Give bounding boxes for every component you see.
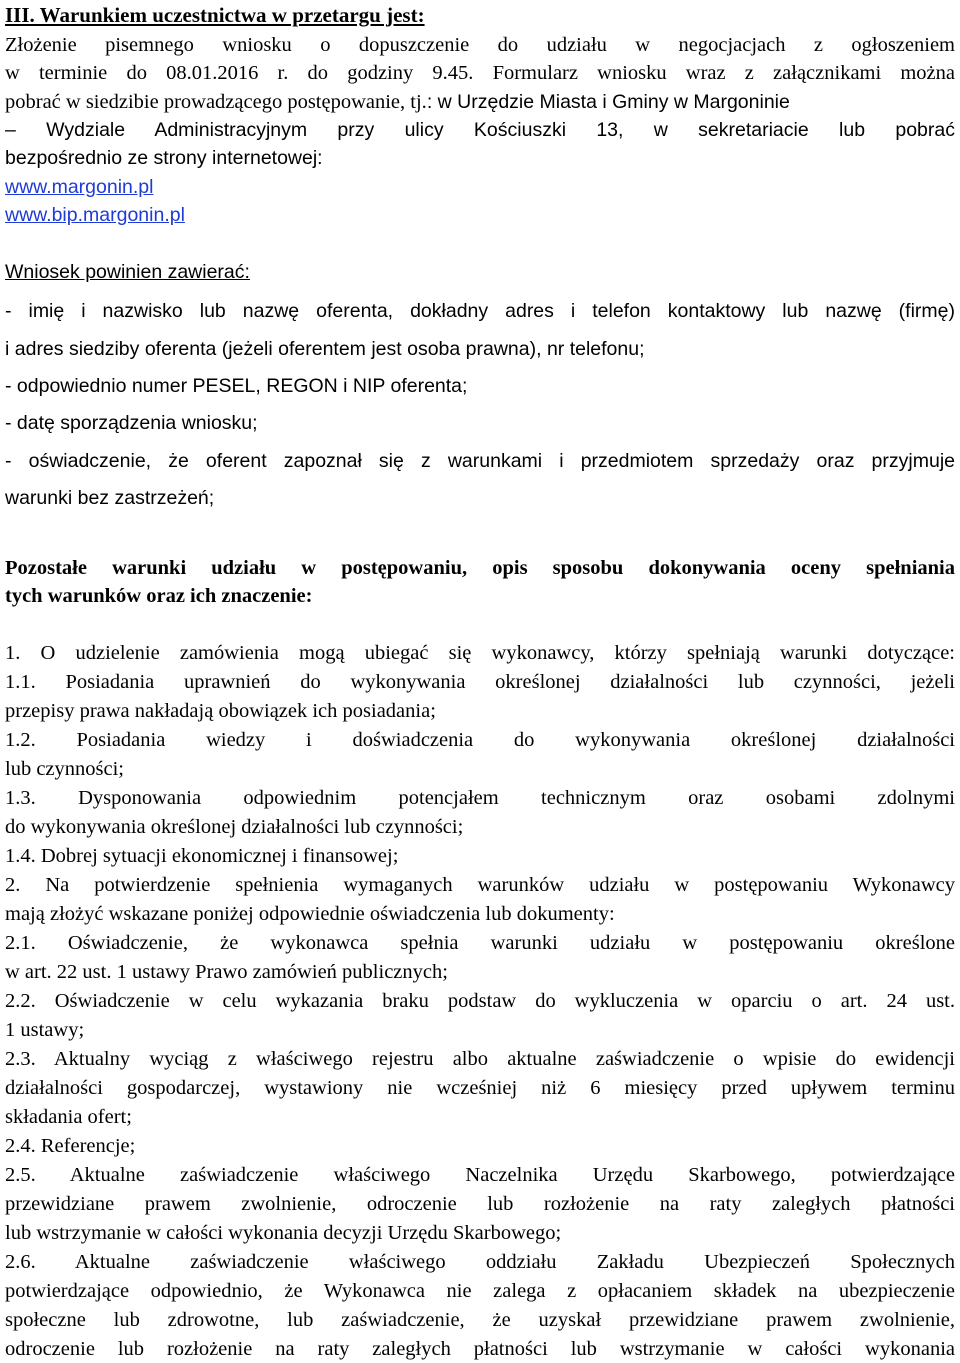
body-line: przewidziane prawem zwolnienie, odroczenie lub rozłożenie na raty zaległych płatności <box>5 1193 955 1215</box>
warunki-heading: tych warunków oraz ich znaczenie: <box>5 585 313 607</box>
body-line: składania ofert; <box>5 1106 132 1128</box>
intro-line-part: : w Urzędzie Miasta i Gminy w Margoninie <box>426 91 790 113</box>
link-margonin[interactable]: www.margonin.pl <box>5 176 154 198</box>
body-line: potwierdzające odpowiednio, że Wykonawca nie zalega z opłacaniem składek na ubezpieczenie <box>5 1280 955 1302</box>
body-line: 2.6. Aktualne zaświadczenie właściwego oddziału Zakładu Ubezpieczeń Społecznych <box>5 1251 955 1273</box>
body-line: przepisy prawa nakładają obowiązek ich posiadania; <box>5 700 436 722</box>
wniosek-item: warunki bez zastrzeżeń; <box>5 487 215 509</box>
body-line: lub wstrzymanie w całości wykonania decyzji Urzędu Skarbowego; <box>5 1222 562 1244</box>
body-line: do wykonywania określonej działalności lub czynności; <box>5 816 464 838</box>
body-line: 1. O udzielenie zamówienia mogą ubiegać się wykonawcy, którzy spełniają warunki dotyczące: <box>5 642 955 664</box>
body-line: odroczenie lub rozłożenie na raty zaległych płatności lub wstrzymanie w całości wykonania <box>5 1338 955 1360</box>
body-line: w art. 22 ust. 1 ustawy Prawo zamówień publicznych; <box>5 961 448 983</box>
body-line: 2.3. Aktualny wyciąg z właściwego rejestru albo aktualne zaświadczenie o wpisie do ewidencji <box>5 1048 955 1070</box>
body-line: lub czynności; <box>5 758 124 780</box>
wniosek-item: - imię i nazwisko lub nazwę oferenta, dokładny adres i telefon kontaktowy lub nazwę (firmę) <box>5 300 955 322</box>
intro-line: bezpośrednio ze strony internetowej: <box>5 147 323 169</box>
body-line: 1.2. Posiadania wiedzy i doświadczenia do wykonywania określonej działalności <box>5 729 955 751</box>
wniosek-item: i adres siedziby oferenta (jeżeli oferentem jest osoba prawna), nr telefonu; <box>5 338 645 360</box>
body-line: 2.1. Oświadczenie, że wykonawca spełnia warunki udziału w postępowaniu określone <box>5 932 955 954</box>
wniosek-item: - oświadczenie, że oferent zapoznał się z warunkami i przedmiotem sprzedaży oraz przyjmuje <box>5 450 955 472</box>
link-bip-margonin[interactable]: www.bip.margonin.pl <box>5 204 185 226</box>
intro-line: – Wydziale Administracyjnym przy ulicy Kościuszki 13, w sekretariacie lub pobrać <box>5 119 955 141</box>
wniosek-heading: Wniosek powinien zawierać: <box>5 261 250 283</box>
body-line: społeczne lub zdrowotne, lub zaświadczenie, że uzyskał przewidziane prawem zwolnienie, <box>5 1309 955 1331</box>
intro-line-part: pobrać w siedzibie prowadzącego postępowanie, tj. <box>5 91 427 113</box>
body-line: 1.3. Dysponowania odpowiednim potencjałem technicznym oraz osobami zdolnymi <box>5 787 955 809</box>
body-line: 2.4. Referencje; <box>5 1135 136 1157</box>
body-line: 2.2. Oświadczenie w celu wykazania braku podstaw do wykluczenia w oparciu o art. 24 ust. <box>5 990 955 1012</box>
intro-line: w terminie do 08.01.2016 r. do godziny 9.45. Formularz wniosku wraz z załącznikami można <box>5 62 955 84</box>
warunki-heading: Pozostałe warunki udziału w postępowaniu, opis sposobu dokonywania oceny spełniania <box>5 557 955 579</box>
wniosek-item: - datę sporządzenia wniosku; <box>5 412 258 434</box>
wniosek-item: - odpowiednio numer PESEL, REGON i NIP oferenta; <box>5 375 468 397</box>
body-line: działalności gospodarczej, wystawiony nie wcześniej niż 6 miesięcy przed upływem terminu <box>5 1077 955 1099</box>
intro-line <box>5 92 790 113</box>
section-heading: III. Warunkiem uczestnictwa w przetargu jest: <box>5 3 425 27</box>
body-line: 1.1. Posiadania uprawnień do wykonywania określonej działalności lub czynności, jeżeli <box>5 671 955 693</box>
body-line: 2. Na potwierdzenie spełnienia wymaganych warunków udziału w postępowaniu Wykonawcy <box>5 874 955 896</box>
intro-line: Złożenie pisemnego wniosku o dopuszczenie do udziału w negocjacjach z ogłoszeniem <box>5 34 955 56</box>
body-line: 1 ustawy; <box>5 1019 85 1041</box>
body-line: 1.4. Dobrej sytuacji ekonomicznej i finansowej; <box>5 845 399 867</box>
body-line: 2.5. Aktualne zaświadczenie właściwego Naczelnika Urzędu Skarbowego, potwierdzające <box>5 1164 955 1186</box>
body-line: mają złożyć wskazane poniżej odpowiednie oświadczenia lub dokumenty: <box>5 903 615 925</box>
